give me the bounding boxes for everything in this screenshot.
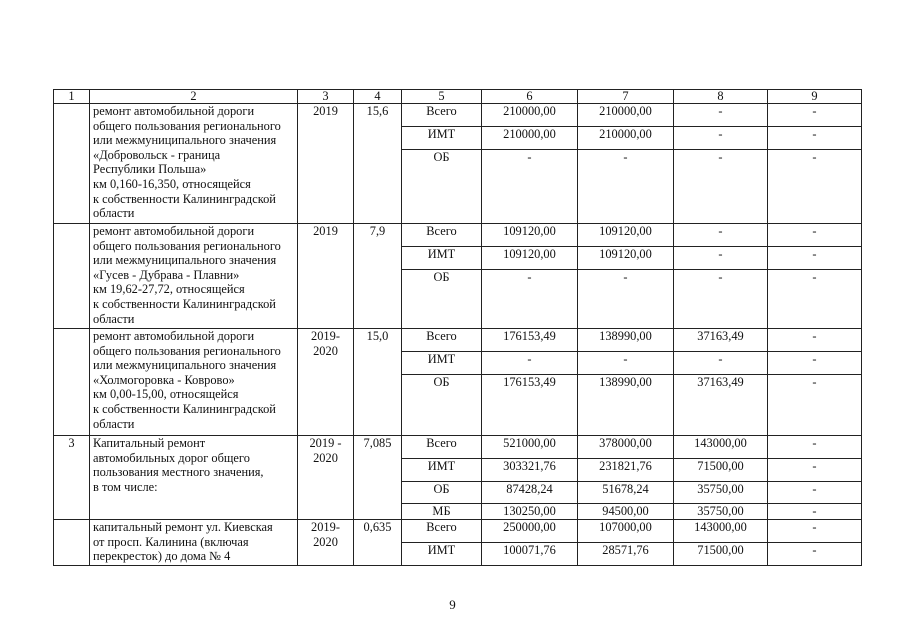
description-line: к собственности Калининградской [93, 296, 276, 311]
amount-total: 521000,00 [482, 436, 578, 459]
funding-source: ИМТ [402, 247, 482, 270]
description-line: автомобильных дорог общего [93, 450, 250, 465]
description-line: Капитальный ремонт [93, 436, 206, 450]
funding-source: Всего [402, 436, 482, 459]
amount-2020: - [674, 127, 768, 150]
amount-2020: - [674, 270, 768, 329]
amount-total: 210000,00 [482, 104, 578, 127]
amount-2020: - [674, 352, 768, 375]
description-line: или межмуниципального значения [93, 253, 277, 268]
amount-col-9: - [768, 329, 862, 352]
budget-table [53, 89, 862, 566]
description-line: или межмуниципального значения [93, 358, 277, 373]
funding-source: ИМТ [402, 127, 482, 150]
amount-total: 176153,49 [482, 329, 578, 352]
road-length-km: 7,085 [354, 436, 402, 520]
amount-col-9: - [768, 459, 862, 482]
amount-total: 176153,49 [482, 375, 578, 436]
column-number-3: 3 [298, 90, 354, 104]
description-line: к собственности Калининградской [93, 191, 276, 206]
amount-2020: 37163,49 [674, 375, 768, 436]
column-number-7: 7 [578, 90, 674, 104]
amount-2020: 71500,00 [674, 459, 768, 482]
amount-2020: 35750,00 [674, 482, 768, 504]
item-number [54, 224, 90, 329]
description-line: км 0,00-15,00, относящейся [93, 387, 239, 402]
road-length-km: 15,0 [354, 329, 402, 436]
amount-2019: 94500,00 [578, 504, 674, 520]
funding-source: ИМТ [402, 543, 482, 566]
description-line: км 19,62-27,72, относящейся [93, 282, 245, 297]
description-line: общего пользования регионального [93, 343, 281, 358]
description-line: ремонт автомобильной дороги [93, 224, 255, 238]
amount-col-9: - [768, 436, 862, 459]
amount-2020: 71500,00 [674, 543, 768, 566]
funding-source: ИМТ [402, 459, 482, 482]
amount-2019: - [578, 150, 674, 224]
description-line: «Гусев - Дубрава - Плавни» [93, 267, 240, 282]
amount-total: 87428,24 [482, 482, 578, 504]
amount-total: 130250,00 [482, 504, 578, 520]
amount-2019: - [578, 352, 674, 375]
funding-source: ОБ [402, 270, 482, 329]
work-years: 2019- 2020 [298, 520, 354, 566]
work-description [90, 104, 298, 224]
description-line: области [93, 416, 135, 431]
description-line: от просп. Калинина (включая [93, 534, 249, 549]
amount-2020: 143000,00 [674, 436, 768, 459]
amount-2019: 109120,00 [578, 247, 674, 270]
column-number-5: 5 [402, 90, 482, 104]
amount-total: - [482, 150, 578, 224]
amount-2019: 210000,00 [578, 104, 674, 127]
description-line: общего пользования регионального [93, 118, 281, 133]
work-description [90, 520, 298, 566]
amount-2019: 109120,00 [578, 224, 674, 247]
amount-2019: 28571,76 [578, 543, 674, 566]
amount-total: - [482, 270, 578, 329]
work-description [90, 436, 298, 520]
description-line: или межмуниципального значения [93, 133, 277, 148]
amount-2019: - [578, 270, 674, 329]
column-number-6: 6 [482, 90, 578, 104]
table-row [54, 436, 862, 459]
work-description [90, 224, 298, 329]
item-number [54, 329, 90, 436]
road-length-km: 15,6 [354, 104, 402, 224]
description-line: общего пользования регионального [93, 238, 281, 253]
funding-source: МБ [402, 504, 482, 520]
description-line: области [93, 206, 135, 221]
amount-total: 303321,76 [482, 459, 578, 482]
amount-2020: - [674, 104, 768, 127]
page-number: 9 [449, 597, 456, 612]
description-line: в том числе: [93, 479, 158, 494]
table-row [54, 329, 862, 352]
amount-total: 100071,76 [482, 543, 578, 566]
column-number-9: 9 [768, 90, 862, 104]
description-line: «Холмогоровка - Коврово» [93, 372, 235, 387]
amount-col-9: - [768, 247, 862, 270]
amount-col-9: - [768, 150, 862, 224]
amount-col-9: - [768, 127, 862, 150]
amount-total: 250000,00 [482, 520, 578, 543]
funding-source: Всего [402, 520, 482, 543]
description-line: Республики Польша» [93, 162, 207, 177]
amount-total: 109120,00 [482, 224, 578, 247]
funding-source: ОБ [402, 150, 482, 224]
description-line: к собственности Калининградской [93, 401, 276, 416]
amount-2019: 51678,24 [578, 482, 674, 504]
amount-col-9: - [768, 104, 862, 127]
description-line: ремонт автомобильной дороги [93, 329, 255, 343]
column-number-2: 2 [90, 90, 298, 104]
table-row [54, 104, 862, 127]
work-description [90, 329, 298, 436]
funding-source: ИМТ [402, 352, 482, 375]
amount-total: - [482, 352, 578, 375]
work-years: 2019- 2020 [298, 329, 354, 436]
amount-col-9: - [768, 375, 862, 436]
amount-col-9: - [768, 504, 862, 520]
amount-total: 109120,00 [482, 247, 578, 270]
funding-source: Всего [402, 104, 482, 127]
amount-col-9: - [768, 482, 862, 504]
description-line: ремонт автомобильной дороги [93, 104, 255, 118]
funding-source: ОБ [402, 482, 482, 504]
amount-2019: 378000,00 [578, 436, 674, 459]
funding-source: Всего [402, 224, 482, 247]
funding-source: Всего [402, 329, 482, 352]
amount-col-9: - [768, 543, 862, 566]
description-line: «Добровольск - граница [93, 147, 221, 162]
amount-2019: 107000,00 [578, 520, 674, 543]
amount-2019: 138990,00 [578, 329, 674, 352]
amount-total: 210000,00 [482, 127, 578, 150]
amount-2019: 138990,00 [578, 375, 674, 436]
description-line: области [93, 311, 135, 326]
amount-2020: 143000,00 [674, 520, 768, 543]
column-number-1: 1 [54, 90, 90, 104]
amount-col-9: - [768, 270, 862, 329]
amount-2019: 210000,00 [578, 127, 674, 150]
column-number-8: 8 [674, 90, 768, 104]
item-number [54, 520, 90, 566]
amount-col-9: - [768, 520, 862, 543]
amount-2019: 231821,76 [578, 459, 674, 482]
description-line: пользования местного значения, [93, 465, 264, 480]
item-number [54, 104, 90, 224]
road-length-km: 7,9 [354, 224, 402, 329]
amount-2020: - [674, 247, 768, 270]
item-number: 3 [54, 436, 90, 520]
column-number-4: 4 [354, 90, 402, 104]
amount-col-9: - [768, 352, 862, 375]
road-length-km: 0,635 [354, 520, 402, 566]
table-header-row [54, 90, 862, 104]
table-row [54, 520, 862, 543]
funding-source: ОБ [402, 375, 482, 436]
amount-2020: 35750,00 [674, 504, 768, 520]
description-line: капитальный ремонт ул. Киевская [93, 520, 273, 534]
table-row [54, 224, 862, 247]
work-years: 2019 [298, 224, 354, 329]
description-line: перекресток) до дома № 4 [93, 549, 231, 564]
work-years: 2019 [298, 104, 354, 224]
description-line: км 0,160-16,350, относящейся [93, 176, 251, 191]
amount-col-9: - [768, 224, 862, 247]
work-years: 2019 - 2020 [298, 436, 354, 520]
amount-2020: 37163,49 [674, 329, 768, 352]
amount-2020: - [674, 150, 768, 224]
amount-2020: - [674, 224, 768, 247]
